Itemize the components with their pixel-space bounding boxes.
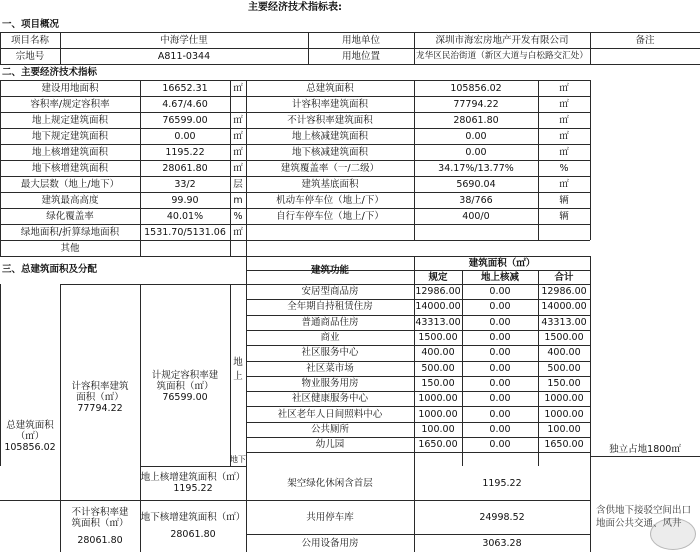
distribution-cut-cell: 0.00 — [489, 408, 511, 420]
green-area-unit: ㎡ — [233, 226, 243, 238]
bike-label: 自行车停车位（地上/下） — [276, 210, 384, 222]
distribution-cut-cell: 0.00 — [489, 347, 511, 359]
total-gfa-block — [0, 284, 60, 466]
above-cut-unit: ㎡ — [559, 130, 569, 142]
car-value: 38/766 — [459, 194, 493, 206]
under-cut-unit: ㎡ — [559, 146, 569, 158]
distribution-reg-cell: 400.00 — [421, 347, 455, 359]
distribution-name-cell: 社区菜市场 — [306, 362, 354, 374]
other-label: 其他 — [60, 242, 80, 254]
under-reg-label: 地下规定建筑面积 — [31, 130, 108, 142]
distribution-name-cell: 普通商品住房 — [301, 316, 359, 328]
kindergarten-note: 独立占地1800㎡ — [609, 443, 681, 455]
above-reg-unit: ㎡ — [233, 114, 243, 126]
above-add-block — [140, 466, 246, 500]
green-label: 绿化覆盖率 — [46, 210, 94, 222]
floors-label: 最大层数（地上/地下） — [20, 178, 120, 190]
grid-line-h — [0, 64, 700, 65]
total-gfa-unit: ㎡ — [559, 82, 569, 94]
distribution-reg-cell: 1000.00 — [418, 393, 458, 405]
cut-header: 地上核减 — [480, 271, 519, 283]
under-add-value: 28061.80 — [162, 162, 208, 174]
under-cut-value: 0.00 — [465, 146, 487, 158]
floors-unit: 层 — [233, 178, 243, 190]
garage-label: 共用停车库 — [306, 511, 354, 523]
sum-header: 合计 — [554, 271, 574, 283]
above-add-label: 地上核增建筑面积 — [31, 146, 108, 158]
section-gfa-distribution: 三、总建筑面积及分配 — [2, 263, 98, 275]
non-far-block — [60, 500, 140, 552]
coverage-value: 34.17%/13.77% — [438, 162, 514, 174]
height-label: 建筑最高高度 — [41, 194, 99, 206]
far-gfa-block-value: 77794.22 — [77, 402, 123, 414]
distribution-reg-cell: 43313.00 — [415, 316, 461, 328]
reg-gfa-block — [140, 284, 230, 468]
land-user-label: 用地单位 — [341, 34, 380, 46]
garage-note-cell — [592, 502, 700, 552]
car-label: 机动车停车位（地上/下） — [276, 194, 384, 206]
under-ground-label: 地下 — [230, 454, 246, 464]
distribution-sum-cell: 400.00 — [547, 347, 581, 359]
under-add-block — [140, 500, 246, 552]
location-value: 龙华区民治街道（新区大道与白松路交汇处） — [416, 50, 588, 61]
distribution-sum-cell: 14000.00 — [541, 301, 587, 313]
distribution-sum-cell: 12986.00 — [541, 286, 587, 298]
distribution-cut-cell: 0.00 — [489, 332, 511, 344]
height-value: 99.90 — [171, 194, 199, 206]
equip-value: 3063.28 — [482, 537, 522, 549]
reg-gfa-block-value: 76599.00 — [162, 391, 208, 403]
far-gfa-block-label: 计容积率建筑面积（㎡） — [71, 380, 129, 403]
far-gfa-value: 77794.22 — [453, 98, 499, 110]
under-add-label: 地下核增建筑面积 — [31, 162, 108, 174]
bike-unit: 辆 — [559, 210, 569, 222]
above-reg-value: 76599.00 — [162, 114, 208, 126]
area-header: 建筑面积（㎡） — [468, 257, 536, 269]
height-unit: m — [233, 194, 243, 206]
parcel-value: A811-0344 — [157, 50, 211, 62]
distribution-name-cell: 社区服务中心 — [301, 347, 359, 359]
distribution-sum-cell: 500.00 — [547, 362, 581, 374]
section-project-overview: 一、项目概况 — [2, 18, 60, 30]
distribution-sum-cell: 100.00 — [547, 423, 581, 435]
section-main-indicators: 二、主要经济技术指标 — [2, 66, 98, 78]
car-unit: 辆 — [559, 194, 569, 206]
parcel-label: 宗地号 — [15, 50, 45, 62]
under-add-block-label: 地下核增建筑面积（㎡） — [140, 512, 246, 523]
distribution-name-cell: 幼儿园 — [315, 439, 345, 451]
stilt-value: 1195.22 — [482, 477, 522, 489]
distribution-sum-cell: 1500.00 — [544, 332, 584, 344]
distribution-sum-cell: 1650.00 — [544, 439, 584, 451]
distribution-cut-cell: 0.00 — [489, 377, 511, 389]
reg-header: 规定 — [428, 271, 448, 283]
under-reg-value: 0.00 — [174, 130, 196, 142]
distribution-cut-cell: 0.00 — [489, 439, 511, 451]
distribution-name-cell: 公共厕所 — [310, 423, 349, 435]
green-area-value: 1531.70/5131.06 — [144, 226, 226, 238]
remark-label: 备注 — [635, 34, 655, 46]
reg-gfa-block-label: 计规定容积率建筑面积（㎡） — [151, 369, 219, 392]
distribution-reg-cell: 12986.00 — [415, 286, 461, 298]
distribution-reg-cell: 14000.00 — [415, 301, 461, 313]
far-gfa-label: 计容积率建筑面积 — [291, 98, 368, 110]
distribution-name-cell: 安居型商品房 — [301, 286, 359, 298]
land-user-value: 深圳市海宏房地产开发有限公司 — [435, 34, 569, 46]
distribution-reg-cell: 150.00 — [421, 377, 455, 389]
land-area-unit: ㎡ — [233, 82, 243, 94]
distribution-name-cell: 社区老年人日间照料中心 — [277, 408, 383, 420]
distribution-name-cell: 物业服务用房 — [301, 377, 359, 389]
distribution-reg-cell: 1650.00 — [418, 439, 458, 451]
floors-value: 33/2 — [174, 178, 196, 190]
garage-note: 含供地下接驳空间出口地面公共交通、风井 — [596, 505, 692, 529]
far-label: 容积率/规定容积率 — [30, 98, 110, 110]
sheet-title: 主要经济技术指标表: — [248, 2, 342, 13]
land-area-label: 建设用地面积 — [41, 82, 99, 94]
distribution-cut-cell: 0.00 — [489, 393, 511, 405]
total-gfa-label: 总建筑面积 — [306, 82, 354, 94]
coverage-unit: % — [559, 162, 569, 174]
distribution-sum-cell: 1000.00 — [544, 393, 584, 405]
above-cut-value: 0.00 — [465, 130, 487, 142]
base-area-value: 5690.04 — [456, 178, 496, 190]
green-unit: % — [233, 210, 243, 222]
total-gfa-block-value: 105856.02 — [4, 441, 56, 453]
non-far-block-value: 28061.80 — [77, 534, 123, 546]
above-add-unit: ㎡ — [233, 146, 243, 158]
grid-line-v — [590, 80, 591, 240]
base-area-unit: ㎡ — [559, 178, 569, 190]
under-add-block-value: 28061.80 — [170, 529, 216, 540]
distribution-cut-cell: 0.00 — [489, 301, 511, 313]
distribution-cut-cell: 0.00 — [489, 286, 511, 298]
non-far-unit: ㎡ — [559, 114, 569, 126]
green-value: 40.01% — [166, 210, 204, 222]
green-area-label: 绿地面积/折算绿地面积 — [20, 226, 120, 238]
above-add-value: 1195.22 — [165, 146, 205, 158]
grid-line-h — [590, 456, 700, 457]
distribution-sum-cell: 43313.00 — [541, 316, 587, 328]
coverage-label: 建筑覆盖率（一/二级） — [280, 162, 380, 174]
total-gfa-block-label: 总建筑面积（㎡） — [6, 419, 54, 442]
base-area-label: 建筑基底面积 — [301, 178, 359, 190]
far-gfa-unit: ㎡ — [559, 98, 569, 110]
far-gfa-block — [60, 284, 140, 500]
location-label: 用地位置 — [341, 50, 380, 62]
distribution-name-cell: 商业 — [320, 332, 340, 344]
non-far-block-label: 不计容积率建筑面积（㎡） — [71, 506, 129, 529]
non-far-value: 28061.80 — [453, 114, 499, 126]
grid-line-h — [246, 452, 590, 453]
above-add-block-label: 地上核增建筑面积（㎡） — [140, 472, 246, 483]
under-cut-label: 地下核减建筑面积 — [291, 146, 368, 158]
distribution-reg-cell: 1500.00 — [418, 332, 458, 344]
distribution-sum-cell: 150.00 — [547, 377, 581, 389]
above-cut-label: 地上核减建筑面积 — [291, 130, 368, 142]
project-name-value: 中海学仕里 — [160, 34, 208, 46]
function-header: 建筑功能 — [310, 264, 349, 276]
above-add-block-value: 1195.22 — [173, 483, 213, 494]
distribution-cut-cell: 0.00 — [489, 316, 511, 328]
far-value: 4.67/4.60 — [162, 98, 208, 110]
stilt-label: 架空绿化休闲含首层 — [287, 477, 373, 489]
equip-label: 公用设备用房 — [301, 537, 359, 549]
distribution-reg-cell: 500.00 — [421, 362, 455, 374]
total-gfa-value: 105856.02 — [450, 82, 502, 94]
distribution-cut-cell: 0.00 — [489, 362, 511, 374]
non-far-label: 不计容积率建筑面积 — [287, 114, 373, 126]
grid-line-v — [590, 256, 591, 552]
above-ground-label: 地上 — [233, 357, 243, 382]
distribution-sum-cell: 1000.00 — [544, 408, 584, 420]
above-reg-label: 地上规定建筑面积 — [31, 114, 108, 126]
land-area-value: 16652.31 — [162, 82, 208, 94]
distribution-name-cell: 全年期自持租赁住房 — [287, 301, 373, 313]
distribution-reg-cell: 1000.00 — [418, 408, 458, 420]
distribution-name-cell: 社区健康服务中心 — [291, 393, 368, 405]
under-reg-unit: ㎡ — [233, 130, 243, 142]
under-add-unit: ㎡ — [233, 162, 243, 174]
project-name-label: 项目名称 — [10, 34, 49, 46]
distribution-cut-cell: 0.00 — [489, 423, 511, 435]
distribution-reg-cell: 100.00 — [421, 423, 455, 435]
garage-value: 24998.52 — [479, 511, 525, 523]
bike-value: 400/0 — [462, 210, 490, 222]
watermark-stamp — [650, 518, 696, 550]
